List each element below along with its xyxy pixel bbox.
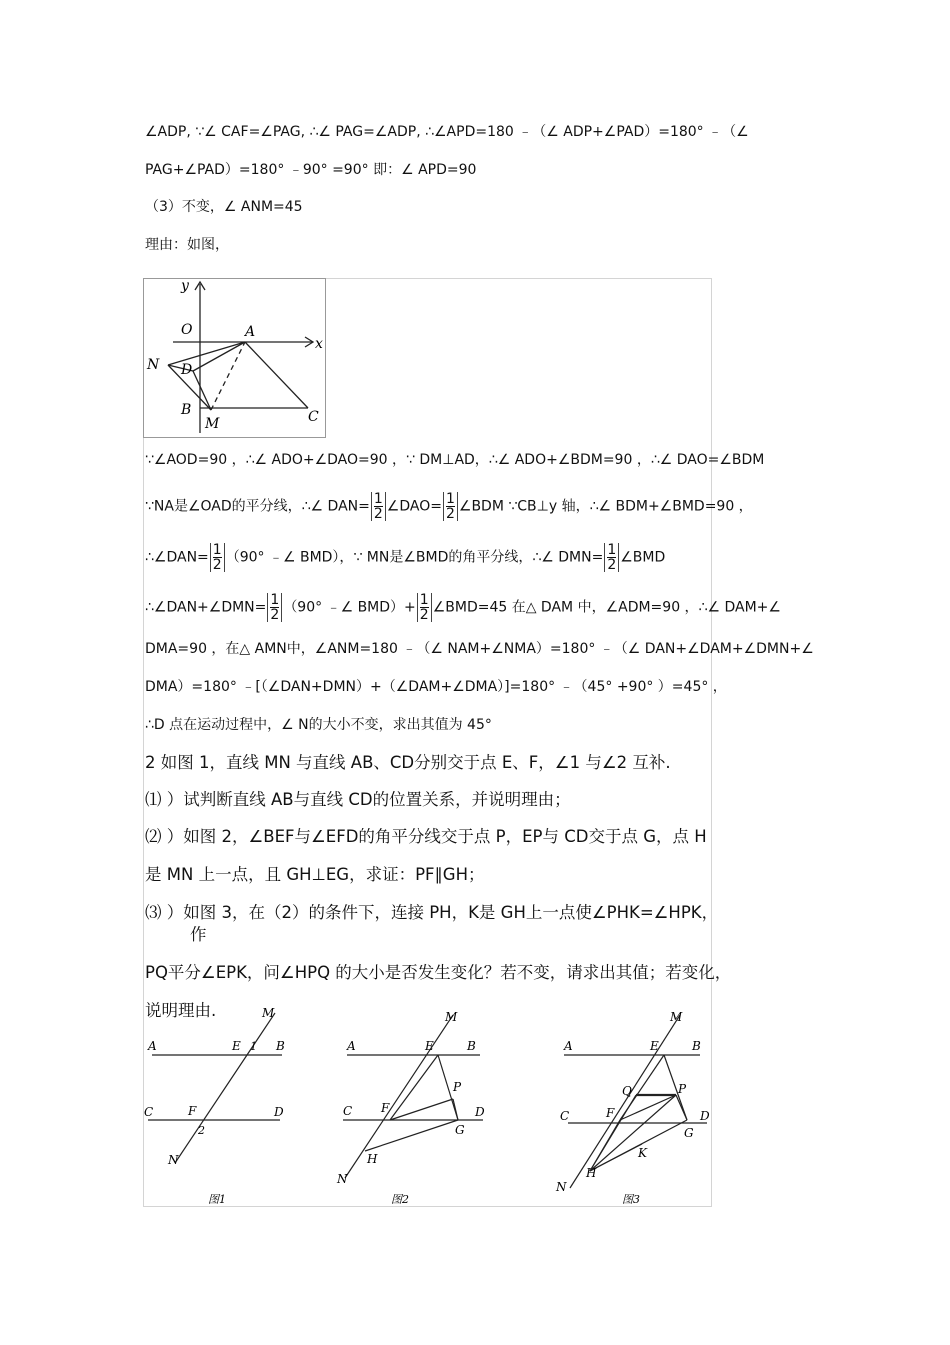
fig2-label-A: A (347, 1039, 356, 1053)
question-2-part-3-cont: PQ平分∠EPK，问∠HPQ 的大小是否发生变化？若不变，请求出其值；若变化， (145, 963, 732, 982)
question-2-part-3-end: 说明理由. (145, 1001, 217, 1020)
fig2-label-E: E (425, 1039, 434, 1053)
solution-line-7 (145, 543, 665, 572)
solution-line-3: （3）不变，∠ ANM=45 (145, 199, 303, 215)
fig2-label-M: M (445, 1010, 458, 1024)
fig1-label-1: 1 (250, 1040, 257, 1053)
fig3-label-A: A (564, 1039, 573, 1053)
solution-line-4: 理由：如图， (145, 237, 229, 253)
fraction-half (604, 543, 619, 572)
figure-2 (335, 1003, 505, 1208)
axis-label-x: x (315, 336, 323, 352)
point-label-O: O (181, 322, 193, 338)
fraction-denominator: 2 (212, 557, 222, 573)
solution-line-6 (145, 492, 753, 521)
axis-label-y: y (181, 278, 189, 294)
point-label-B: B (181, 402, 192, 418)
fig3-label-M: M (670, 1010, 683, 1024)
fraction-denominator: 2 (373, 506, 383, 522)
point-label-A: A (245, 324, 256, 340)
fig1-label-2: 2 (198, 1124, 205, 1137)
fraction-half (371, 492, 386, 521)
solution-line-10: DMA）=180° ﹣[（∠DAN+DMN）+（∠DAM+∠DMA）]=180° ﹣（45° +90° ）=45° ， (145, 679, 727, 695)
fig3-label-F: F (606, 1106, 615, 1120)
question-2-part-1: ⑴ ）试判断直线 AB与直线 CD的位置关系，并说明理由； (145, 790, 571, 809)
fig1-label-F: F (188, 1104, 197, 1118)
fig2-label-C: C (343, 1104, 353, 1118)
line6-part-c: ∠BDM ∵CB⊥y 轴，∴∠ BDM+∠BMD=90 ， (458, 498, 753, 515)
fig1-label-B: B (276, 1039, 285, 1053)
fraction-half (443, 492, 458, 521)
fig2-label-G: G (455, 1123, 465, 1137)
fig1-label-D: D (274, 1105, 284, 1119)
question-2-title: 2 如图 1，直线 MN 与直线 AB、CD分别交于点 E、F，∠1 与∠2 互补. (145, 753, 671, 772)
fig2-label-F: F (381, 1101, 390, 1115)
fraction-numerator: 1 (270, 592, 280, 608)
solution-line-2: PAG+∠PAD）=180° ﹣90° =90° 即：∠ APD=90 (145, 162, 477, 178)
solution-line-11: ∴D 点在运动过程中，∠ N的大小不变，求出其值为 45° (145, 717, 492, 733)
line7-part-c: ∠BMD (620, 549, 666, 566)
fig3-label-D: D (700, 1109, 710, 1123)
fig3-label-K: K (638, 1146, 647, 1160)
fig1-label-E: E (232, 1039, 241, 1053)
fraction-numerator: 1 (419, 592, 429, 608)
fraction-denominator: 2 (419, 607, 429, 623)
question-2-part-3: ⑶ ）如图 3，在（2）的条件下，连接 PH，K是 GH上一点使∠PHK=∠HPK， (145, 903, 719, 922)
fig3-label-C: C (560, 1109, 570, 1123)
line8-part-c: ∠BMD=45 在△ DAM 中，∠ADM=90 ，∴∠ DAM+∠ (432, 599, 781, 616)
fig2-label-H: H (367, 1152, 378, 1166)
figure-1 (140, 1003, 300, 1208)
line8-part-b: （90° ﹣∠ BMD）+ (283, 599, 416, 616)
line7-part-a: ∴∠DAN= (145, 549, 209, 566)
line6-part-a: ∵NA是∠OAD的平分线，∴∠ DAN= (145, 498, 370, 515)
fraction-numerator: 1 (212, 542, 222, 558)
line7-part-b: （90° ﹣∠ BMD），∵ MN是∠BMD的角平分线，∴∠ DMN= (225, 549, 604, 566)
fig3-label-G: G (684, 1126, 694, 1140)
fig1-label-M: M (262, 1006, 275, 1020)
figure-3 (552, 1003, 717, 1208)
fig3-label-Q: Q (622, 1084, 632, 1098)
fig2-label-B: B (467, 1039, 476, 1053)
point-label-D: D (181, 362, 193, 378)
fraction-half (210, 543, 225, 572)
solution-line-9: DMA=90 ，在△ AMN中，∠ANM=180 ﹣（∠ NAM+∠NMA）=180° ﹣（∠ DAN+∠DAM+∠DMN+∠ (145, 641, 814, 657)
fig3-label-P: P (678, 1082, 687, 1096)
fig1-caption: 图1 (208, 1193, 226, 1206)
solution-line-8 (145, 593, 781, 622)
point-label-N: N (147, 357, 160, 373)
question-2-part-2: ⑵ ）如图 2，∠BEF与∠EFD的角平分线交于点 P，EP与 CD交于点 G，点 H (145, 827, 707, 846)
fraction-denominator: 2 (270, 607, 280, 623)
fraction-numerator: 1 (607, 542, 617, 558)
fig1-label-N: N (168, 1153, 179, 1167)
fraction-numerator: 1 (373, 491, 383, 507)
fraction-half (417, 593, 432, 622)
line8-part-a: ∴∠DAN+∠DMN= (145, 599, 267, 616)
solution-line-5: ∵∠AOD=90 ，∴∠ ADO+∠DAO=90 ，∵ DM⊥AD，∴∠ ADO+∠BDM=90 ，∴∠ DAO=∠BDM (145, 452, 765, 468)
fig2-label-N: N (337, 1172, 348, 1186)
fig1-label-C: C (144, 1105, 154, 1119)
fig3-label-H: H (586, 1166, 597, 1180)
fig2-caption: 图2 (391, 1193, 409, 1206)
coordinate-figure (143, 278, 325, 438)
fig3-label-N: N (556, 1180, 567, 1194)
point-label-C: C (308, 409, 319, 425)
fraction-denominator: 2 (607, 557, 617, 573)
fig2-label-P: P (453, 1080, 462, 1094)
solution-line-1: ∠ADP, ∵∠ CAF=∠PAG, ∴∠ PAG=∠ADP, ∴∠APD=180 ﹣（∠ ADP+∠PAD）=180° ﹣（∠ (145, 124, 749, 140)
fig3-caption: 图3 (622, 1193, 640, 1206)
fig1-label-A: A (148, 1039, 157, 1053)
fig3-label-E: E (650, 1039, 659, 1053)
line6-part-b: ∠DAO= (386, 498, 442, 515)
fig2-label-D: D (475, 1105, 485, 1119)
fig3-label-B: B (692, 1039, 701, 1053)
question-2-part-3-zuo: 作 (190, 925, 207, 944)
question-2-part-2-cont: 是 MN 上一点，且 GH⊥EG，求证：PF∥GH； (145, 865, 485, 884)
point-label-M: M (205, 416, 220, 432)
fraction-half (267, 593, 282, 622)
fraction-denominator: 2 (445, 506, 455, 522)
fraction-numerator: 1 (445, 491, 455, 507)
